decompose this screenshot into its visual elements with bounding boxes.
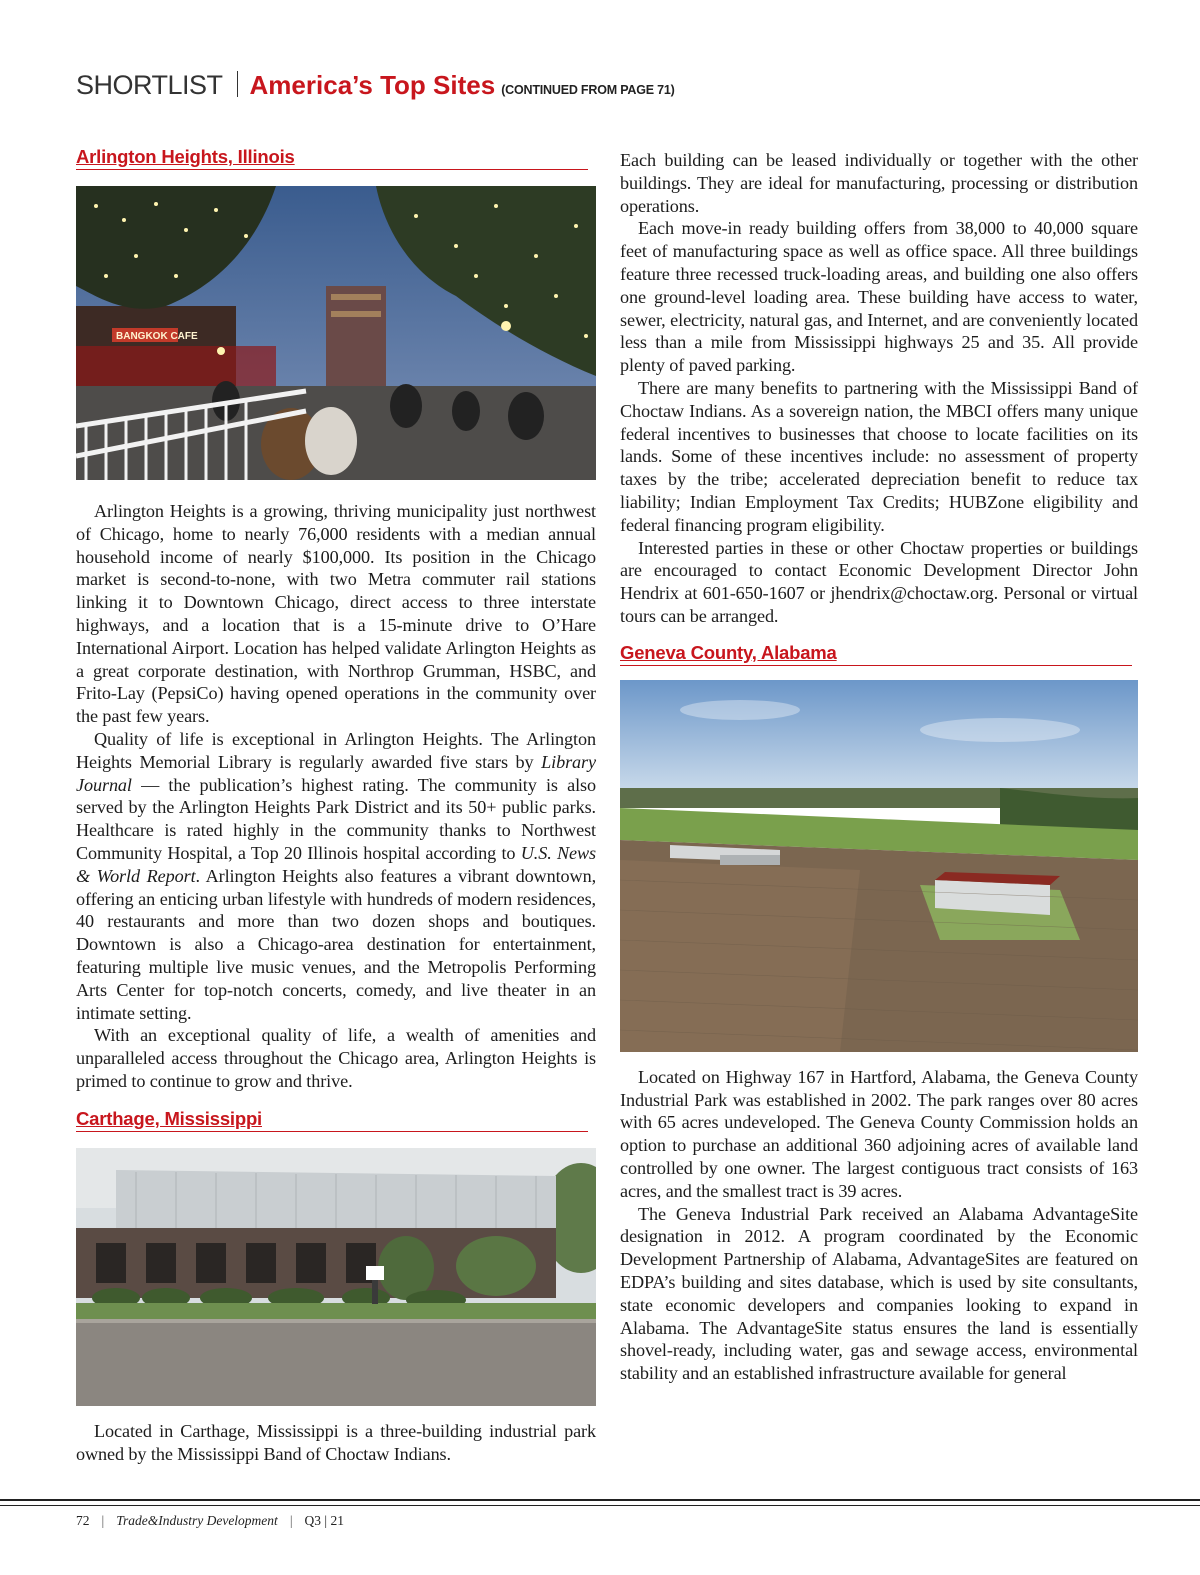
geneva-heading: Geneva County, Alabama — [620, 642, 1132, 666]
carthage-heading: Carthage, Mississippi — [76, 1108, 588, 1132]
page-header — [76, 70, 675, 110]
carthage-paragraph-2: Each building can be leased individually or together with the other buildings. They are ideal for manufacturing, processing or distribution operations. — [620, 150, 1138, 216]
carthage-paragraph-3: Each move-in ready building offers from 38,000 to 40,000 square feet of manufacturing space as well as office space. All three buildings feature three recessed truck-loading areas, and building one also offers one ground-level loading area. These building have access to water, sewer, electricity, natural gas, and Internet, and are conveniently located less than a mile from Mississippi highways 25 and 35. All provide plenty of paved parking. — [620, 218, 1138, 376]
us-news-title: U.S. News & World Report — [76, 842, 596, 886]
header-divider — [237, 71, 238, 97]
page-footer — [76, 1513, 344, 1529]
footer-rule — [0, 1499, 1200, 1501]
arlington-photo — [76, 186, 596, 480]
carthage-paragraph-5: Interested parties in these or other Choctaw properties or buildings are encouraged to contact Economic Development Director John Hendrix at 601-650-1607 or jhendrix@choctaw.org. Personal or virtual tours can be arranged. — [620, 537, 1138, 626]
photo-sign-text: BANGKOK CAFE — [116, 331, 198, 342]
carthage-paragraph-1: Located in Carthage, Mississippi is a three-building industrial park owned by the Mississippi Band of Choctaw Indians. — [76, 1420, 596, 1464]
page-number: 72 — [76, 1513, 90, 1528]
right-column — [620, 149, 1138, 1385]
issue-label: Q3 | 21 — [304, 1513, 344, 1528]
geneva-paragraph-2: The Geneva Industrial Park received an Alabama AdvantageSite designation in 2012. A program coordinated by the Economic Development Partnership of Alabama, AdvantageSites are featured on EDPA’s building and sites database, which is used by site consultants, state economic developers and companies looking to expand in Alabama. The AdvantageSite status ensures the land is essentially shovel-ready, including water, gas and sewage access, environmental stability and an established infrastructure available for general — [620, 1203, 1138, 1384]
page-title: America’s Top Sites — [249, 70, 496, 100]
continued-note: (CONTINUED FROM PAGE 71) — [501, 83, 675, 97]
carthage-paragraph-4: There are many benefits to partnering with the Mississippi Band of Choctaw Indians. As a sovereign nation, the MBCI offers many unique federal incentives to businesses that choose to locate facilities on its lands. Some of these incentives include: no assessment of property taxes by the tribe; accelerated depreciation benefit to reduce tax liability; Indian Employment Tax Credits; HUBZone eligibility and federal financing program eligibility. — [620, 377, 1138, 535]
publication-name: Trade&Industry Development — [116, 1513, 278, 1528]
arlington-paragraph-1: Arlington Heights is a growing, thriving municipality just northwest of Chicago, home to nearly 76,000 residents with a median annual household income of nearly $100,000. Its position in the Chicago market is second-to-none, with two Metra commuter rail stations linking it to Downtown Chicago, direct access to three interstate highways, and a location that is a 15-minute drive to O’Hare International Airport. Location has helped validate Arlington Heights as a great corporate destination, with Northrop Grumman, HSBC, and Frito-Lay (PepsiCo) having opened operations in the community over the past few years. — [76, 501, 596, 727]
carthage-photo — [76, 1148, 596, 1406]
footer-divider: | — [289, 1513, 293, 1528]
library-journal-title: Library Journal — [76, 751, 596, 795]
geneva-photo — [620, 680, 1138, 1052]
arlington-paragraph-2: Quality of life is exceptional in Arlington Heights. The Arlington Heights Memorial Library is regularly awarded five stars by Library Journal — the publication’s highest rating. The community is also served by the Arlington Heights Park District and its 50+ public parks. Healthcare is rated highly in the community thanks to Northwest Community Hospital, a Top 20 Illinois hospital according to U.S. News & World Report. Arlington Heights also features a vibrant downtown, offering an enticing urban lifestyle with hundreds of modern residences, 40 restaurants and more than two dozen shops and boutiques. Downtown is also a Chicago-area destination for entertainment, featuring multiple live music venues, and the Metropolis Performing Arts Center for top-notch concerts, comedy, and live theater in an intimate setting. — [76, 728, 597, 1023]
section-label: SHORTLIST — [76, 70, 223, 100]
geneva-paragraph-1: Located on Highway 167 in Hartford, Alabama, the Geneva County Industrial Park was established in 2002. The park ranges over 80 acres with 65 acres undeveloped. The Geneva County Commission holds an option to purchase an additional 360 adjoining acres of available land controlled by one owner. The largest contiguous tract consists of 163 acres, and the smallest tract is 39 acres. — [620, 1066, 1138, 1201]
arlington-heading: Arlington Heights, Illinois — [76, 146, 588, 170]
left-column — [76, 146, 596, 1465]
footer-rule-thin — [0, 1505, 1200, 1506]
footer-divider: | — [101, 1513, 105, 1528]
arlington-paragraph-3: With an exceptional quality of life, a wealth of amenities and unparalleled access throughout the Chicago area, Arlington Heights is primed to continue to grow and thrive. — [76, 1025, 596, 1091]
